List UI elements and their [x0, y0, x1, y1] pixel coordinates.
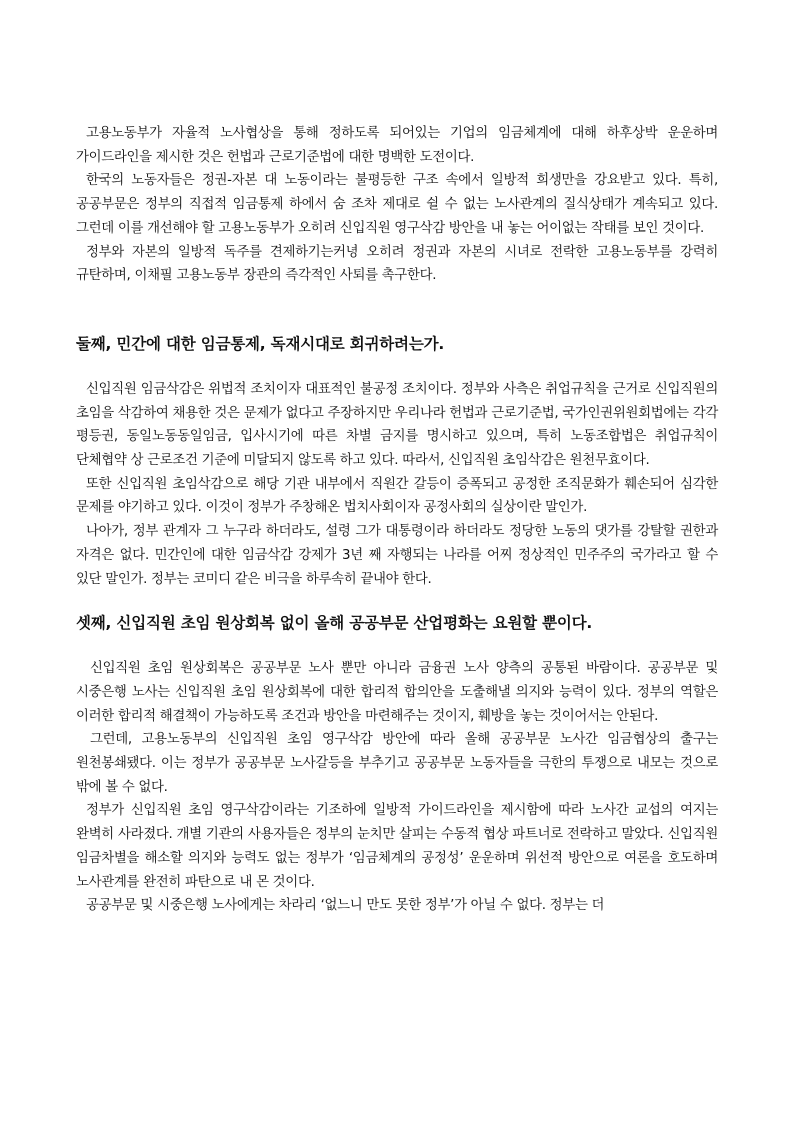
section-three — [76, 611, 718, 918]
paragraph: 정부와 자본의 일방적 독주를 견제하기는커녕 오히려 정권과 자본의 시녀로 전락한 고용노동부를 강력히 규탄하며, 이채필 고용노동부 장관의 즉각적인 사퇴를 촉구한다. — [76, 244, 718, 284]
section-heading: 둘째, 민간에 대한 임금통제, 독재시대로 회귀하려는가. — [76, 334, 445, 353]
paragraph: 신입직원 임금삭감은 위법적 조치이자 대표적인 불공정 조치이다. 정부와 사측은 취업규칙을 근거로 신입직원의 초임을 삭감하여 채용한 것은 문제가 없다고 주장하지만 우리나라 헌법과 근로기준법, 국가인권위원회법에는 각각 평등권, 동일노동동일임금, 입사시기에 따른 차별 금지를 명시하고 있으며, 특히 노동조합법은 취업규칙이 단체협약 상 근로조건 기준에 미달되지 않도록 하고 있다. 따라서, 신입직원 초임삭감은 원천무효이다. — [76, 381, 718, 469]
section-heading: 셋째, 신입직원 초임 원상회복 없이 올해 공공부문 산업평화는 요원할 뿐이다. — [76, 614, 593, 633]
document-page — [76, 122, 718, 918]
section-two — [76, 332, 718, 591]
paragraph: 한국의 노동자들은 정권-자본 대 노동이라는 불평등한 구조 속에서 일방적 희생만을 강요받고 있다. 특히, 공공부문은 정부의 직접적 임금통제 하에서 숨 조차 제대로 쉴 수 없는 노사관계의 질식상태가 계속되고 있다. 그런데 이를 개선해야 할 고용노동부가 오히려 신입직원 영구삭감 방안을 내 놓는 어이없는 작태를 보인 것이다. — [76, 173, 718, 236]
paragraph: 나아가, 정부 관계자 그 누구라 하더라도, 설령 그가 대통령이라 하더라도 정당한 노동의 댓가를 강탈할 권한과 자격은 없다. 민간인에 대한 임금삭감 강제가 3년 째 자행되는 나라를 어찌 정상적인 민주주의 국가라고 할 수 있단 말인가. 정부는 코미디 같은 비극을 하루속히 끝내야 한다. — [76, 524, 718, 587]
paragraph: 공공부문 및 시중은행 노사에게는 차라리 ‘없느니 만도 못한 정부’가 아닐 수 없다. 정부는 더 — [86, 898, 605, 914]
section-one — [76, 122, 718, 288]
paragraph: 또한 신입직원 초임삭감으로 해당 기관 내부에서 직원간 갈등이 증폭되고 공정한 조직문화가 훼손되어 심각한 문제를 야기하고 있다. 이것이 정부가 주창해온 법치사회이자 공정사회의 실상이란 말인가. — [76, 476, 718, 516]
paragraph: 그런데, 고용노동부의 신입직원 초임 영구삭감 방안에 따라 올해 공공부문 노사간 임금협상의 출구는 원천봉쇄됐다. 이는 정부가 공공부문 노사갈등을 부추기고 공공부문 노동자들을 극한의 투쟁으로 내모는 것으로 밖에 볼 수 없다. — [76, 732, 718, 795]
paragraph: 정부가 신입직원 초임 영구삭감이라는 기조하에 일방적 가이드라인을 제시함에 따라 노사간 교섭의 여지는 완벽히 사라졌다. 개별 기관의 사용자들은 정부의 눈치만 살피는 수동적 협상 파트너로 전락하고 말았다. 신입직원 임금차별을 해소할 의지와 능력도 없는 정부가 ‘임금체계의 공정성’ 운운하며 위선적 방안으로 여론을 호도하며 노사관계를 완전히 파탄으로 내 몬 것이다. — [76, 803, 718, 890]
paragraph: 고용노동부가 자율적 노사협상을 통해 정하도록 되어있는 기업의 임금체계에 대해 하후상박 운운하며 가이드라인을 제시한 것은 헌법과 근로기준법에 대한 명백한 도전이다. — [76, 126, 718, 165]
paragraph: 신입직원 초임 원상회복은 공공부문 노사 뿐만 아니라 금융권 노사 양측의 공통된 바람이다. 공공부문 및 시중은행 노사는 신입직원 초임 원상회복에 대한 합리적 합의안을 도출해낼 의지와 능력이 있다. 정부의 역할은 이러한 합리적 해결책이 가능하도록 조건과 방안을 마련해주는 것이지, 훼방을 놓는 것이어서는 안된다. — [76, 661, 718, 724]
